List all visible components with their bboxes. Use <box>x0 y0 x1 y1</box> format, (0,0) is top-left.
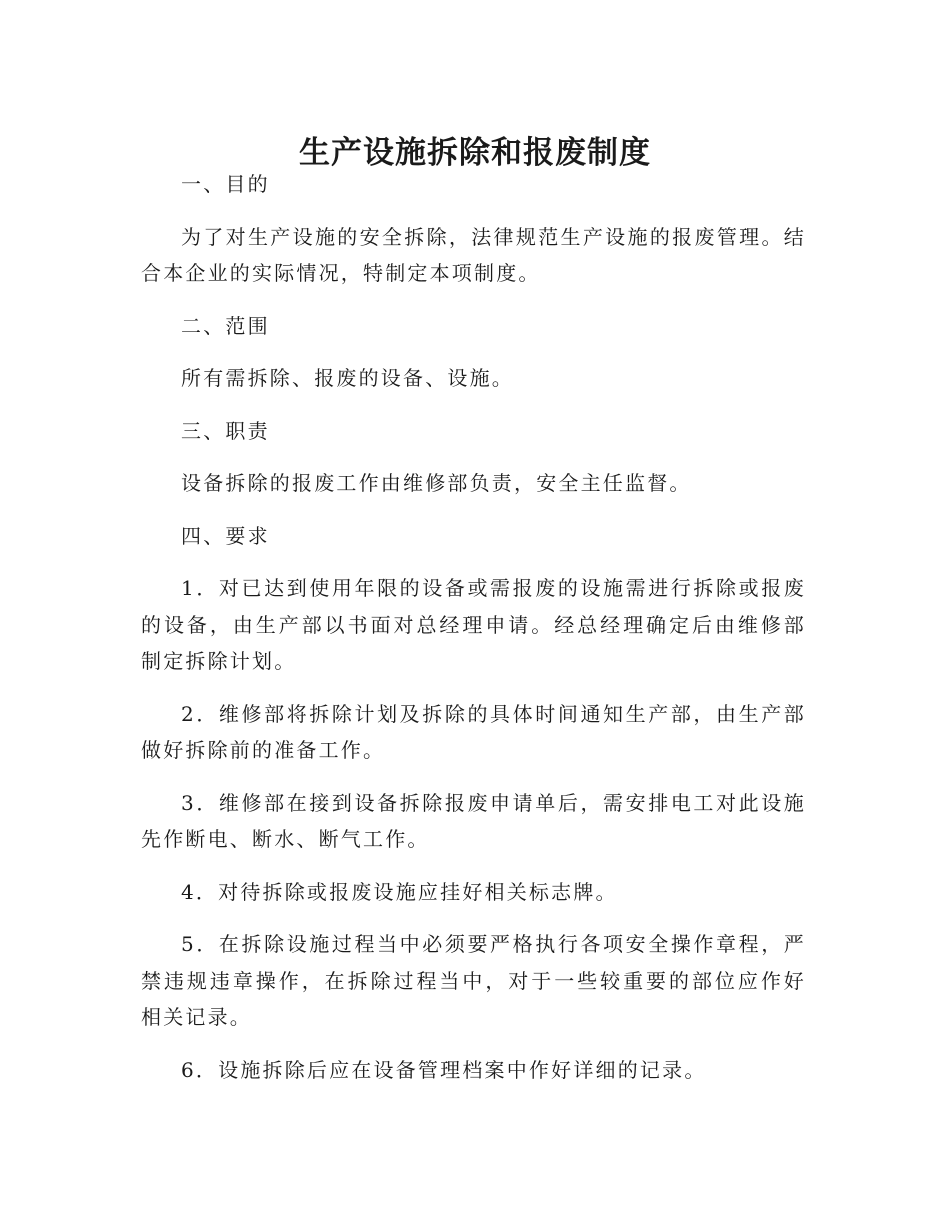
requirement-item-1: 1．对已达到使用年限的设备或需报废的设施需进行拆除或报废的设备，由生产部以书面对总经理申请。经总经理确定后由维修部制定拆除计划。 <box>141 576 806 673</box>
document-title: 生产设施拆除和报废制度 <box>299 134 651 171</box>
requirement-item-3: 3．维修部在接到设备拆除报废申请单后，需安排电工对此设施先作断电、断水、断气工作。 <box>141 790 806 851</box>
paragraph-purpose: 为了对生产设施的安全拆除，法律规范生产设施的报废管理。结合本企业的实际情况，特制定本项制度。 <box>141 224 806 285</box>
requirement-item-5: 5．在拆除设施过程当中必须要严格执行各项安全操作章程，严禁违规违章操作，在拆除过程当中，对于一些较重要的部位应作好相关记录。 <box>141 932 806 1029</box>
requirement-item-6: 6．设施拆除后应在设备管理档案中作好详细的记录。 <box>181 1057 707 1082</box>
section-heading-purpose: 一、目的 <box>181 172 270 196</box>
paragraph-duties: 设备拆除的报废工作由维修部负责，安全主任监督。 <box>181 471 692 495</box>
document-body <box>141 166 806 1104</box>
requirement-item-4: 4．对待拆除或报废设施应挂好相关标志牌。 <box>181 879 618 904</box>
section-heading-scope: 二、范围 <box>181 313 270 338</box>
section-heading-duties: 三、职责 <box>181 418 270 443</box>
paragraph-scope: 所有需拆除、报废的设备、设施。 <box>181 366 514 390</box>
section-heading-requirements: 四、要求 <box>181 523 270 548</box>
requirement-item-2: 2．维修部将拆除计划及拆除的具体时间通知生产部，由生产部做好拆除前的准备工作。 <box>141 701 806 762</box>
